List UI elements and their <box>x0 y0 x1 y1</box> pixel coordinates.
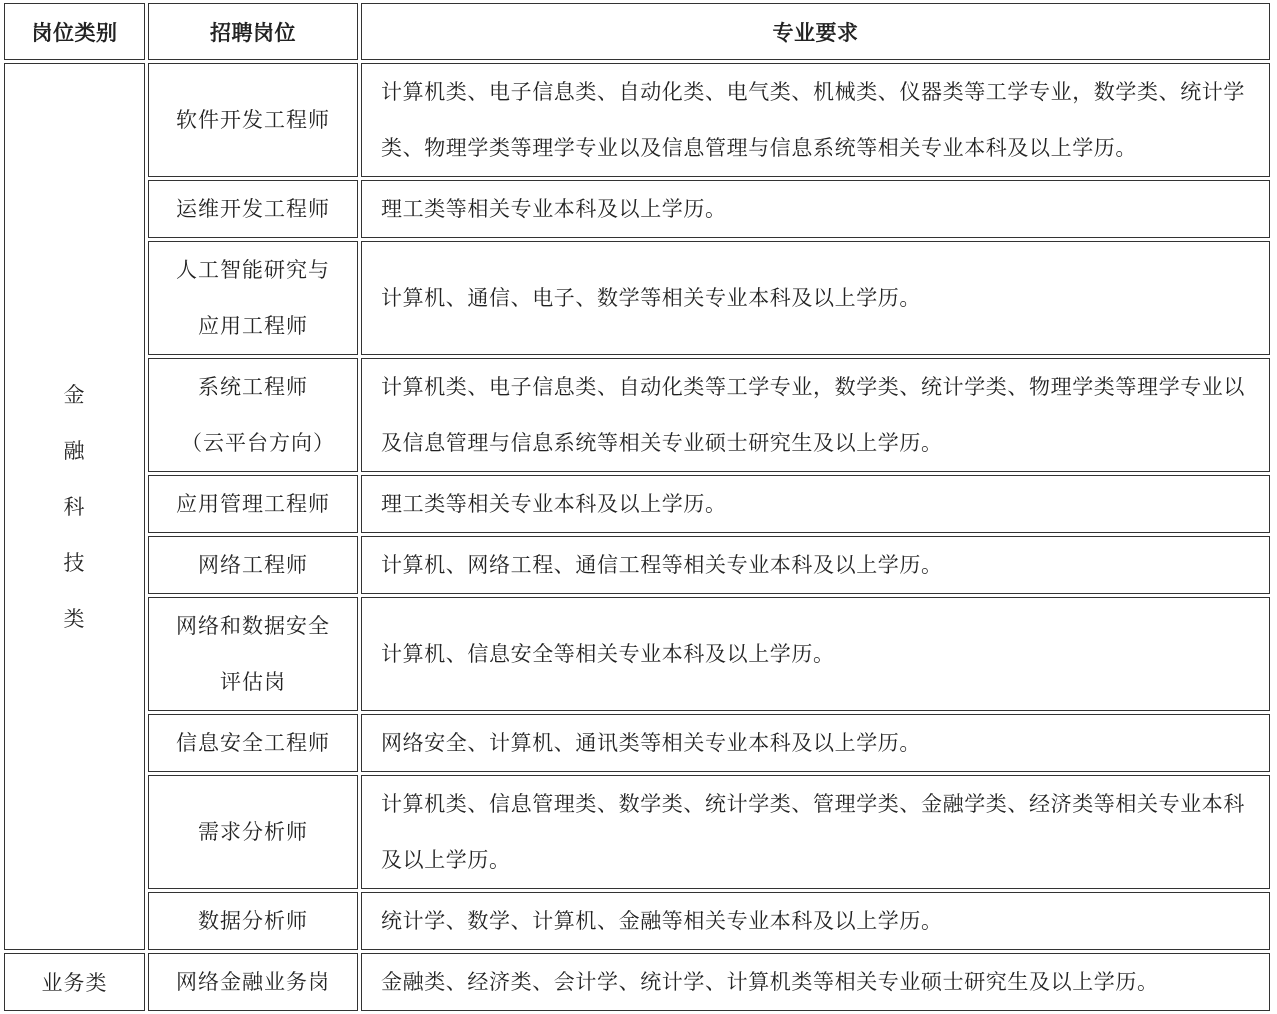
requirement-cell: 金融类、经济类、会计学、统计学、计算机类等相关专业硕士研究生及以上学历。 <box>361 953 1270 1011</box>
table-row <box>4 536 1270 594</box>
table-row <box>4 775 1270 889</box>
table-row <box>4 63 1270 177</box>
category-cell: 业务类 <box>4 953 145 1011</box>
table-row <box>4 241 1270 355</box>
table-row <box>4 953 1270 1011</box>
category-cell <box>4 63 145 950</box>
requirement-cell: 计算机、网络工程、通信工程等相关专业本科及以上学历。 <box>361 536 1270 594</box>
header-requirement: 专业要求 <box>361 3 1270 60</box>
requirement-cell: 计算机类、信息管理类、数学类、统计学类、管理学类、金融学类、经济类等相关专业本科及以上学历。 <box>361 775 1270 889</box>
position-cell: 系统工程师（云平台方向） <box>148 358 358 472</box>
requirement-cell: 网络安全、计算机、通讯类等相关专业本科及以上学历。 <box>361 714 1270 772</box>
header-category: 岗位类别 <box>4 3 145 60</box>
position-cell: 人工智能研究与应用工程师 <box>148 241 358 355</box>
position-cell: 数据分析师 <box>148 892 358 950</box>
position-cell: 网络金融业务岗 <box>148 953 358 1011</box>
position-cell: 应用管理工程师 <box>148 475 358 533</box>
requirement-cell: 理工类等相关专业本科及以上学历。 <box>361 475 1270 533</box>
position-cell: 需求分析师 <box>148 775 358 889</box>
requirement-cell: 计算机类、电子信息类、自动化类、电气类、机械类、仪器类等工学专业，数学类、统计学类、物理学类等理学专业以及信息管理与信息系统等相关专业本科及以上学历。 <box>361 63 1270 177</box>
table-row <box>4 475 1270 533</box>
position-cell: 网络和数据安全评估岗 <box>148 597 358 711</box>
position-cell: 网络工程师 <box>148 536 358 594</box>
requirement-cell: 计算机类、电子信息类、自动化类等工学专业，数学类、统计学类、物理学类等理学专业以及信息管理与信息系统等相关专业硕士研究生及以上学历。 <box>361 358 1270 472</box>
position-cell: 运维开发工程师 <box>148 180 358 238</box>
requirement-cell: 统计学、数学、计算机、金融等相关专业本科及以上学历。 <box>361 892 1270 950</box>
table-row <box>4 597 1270 711</box>
table-row <box>4 358 1270 472</box>
table-row <box>4 180 1270 238</box>
header-row <box>4 3 1270 60</box>
requirement-cell: 理工类等相关专业本科及以上学历。 <box>361 180 1270 238</box>
table-row <box>4 892 1270 950</box>
requirement-cell: 计算机、信息安全等相关专业本科及以上学历。 <box>361 597 1270 711</box>
job-table-container <box>4 3 1270 1011</box>
job-requirements-table <box>1 0 1273 1014</box>
position-cell: 软件开发工程师 <box>148 63 358 177</box>
category-label-fintech: 金融科技类 <box>63 382 86 631</box>
header-position: 招聘岗位 <box>148 3 358 60</box>
requirement-cell: 计算机、通信、电子、数学等相关专业本科及以上学历。 <box>361 241 1270 355</box>
table-row <box>4 714 1270 772</box>
position-cell: 信息安全工程师 <box>148 714 358 772</box>
